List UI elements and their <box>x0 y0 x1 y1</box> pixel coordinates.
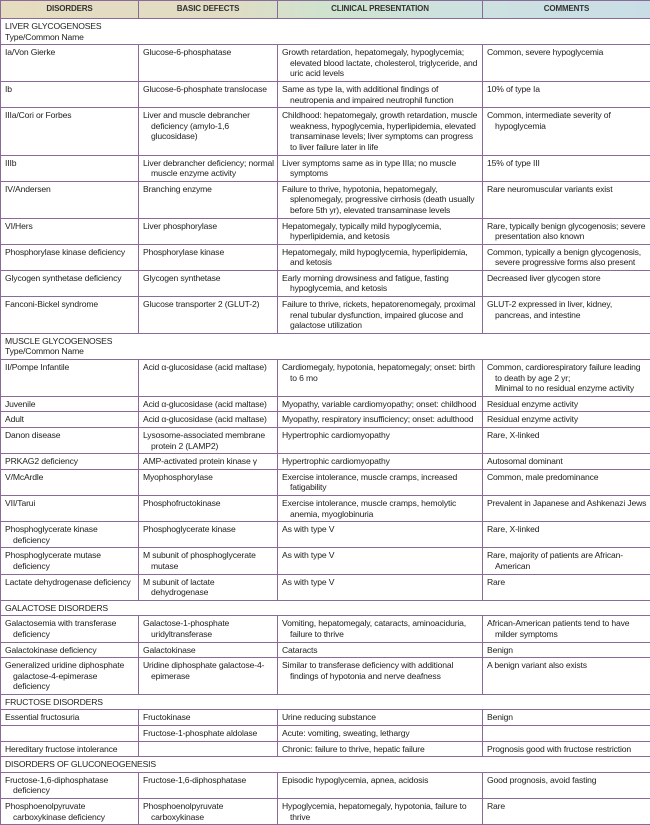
clinical-presentation-cell: Failure to thrive, hypotonia, hepatomegaly, splenomegaly, progressive cirrhosis (death usually before 5th yr), elevated transaminase levels <box>278 181 483 218</box>
table-row <box>1 297 650 334</box>
disorder-cell: Juvenile <box>1 396 139 412</box>
clinical-presentation-cell: Hypertrophic cardiomyopathy <box>278 428 483 454</box>
basic-defect-cell: Phosphoglycerate kinase <box>139 522 278 548</box>
table-row <box>1 522 650 548</box>
comment-cell: Autosomal dominant <box>483 454 650 470</box>
table-row <box>1 548 650 574</box>
clinical-presentation-cell: Cataracts <box>278 642 483 658</box>
comment-cell: Prevalent in Japanese and Ashkenazi Jews <box>483 495 650 521</box>
comment-cell: Prognosis good with fructose restriction <box>483 741 650 757</box>
comment-cell: Benign <box>483 710 650 726</box>
basic-defect-cell: M subunit of lactate dehydrogenase <box>139 574 278 600</box>
comment-cell: A benign variant also exists <box>483 658 650 695</box>
disorder-cell: Galactokinase deficiency <box>1 642 139 658</box>
basic-defect-cell: Lysosome-associated membrane protein 2 (LAMP2) <box>139 428 278 454</box>
basic-defect-cell: Myophosphorylase <box>139 469 278 495</box>
header-comments: COMMENTS <box>483 1 650 19</box>
clinical-presentation-cell: As with type V <box>278 522 483 548</box>
comment-cell: Common, intermediate severity of hypoglycemia <box>483 108 650 155</box>
comment-cell: 15% of type III <box>483 155 650 181</box>
disorder-cell: VI/Hers <box>1 218 139 244</box>
section-row <box>1 19 650 45</box>
table-row <box>1 469 650 495</box>
comment-cell: Rare <box>483 574 650 600</box>
disorder-cell <box>1 726 139 742</box>
disorder-cell: Fructose-1,6-diphosphatase deficiency <box>1 772 139 798</box>
clinical-presentation-cell: Hypertrophic cardiomyopathy <box>278 454 483 470</box>
clinical-presentation-cell: Early morning drowsiness and fatigue, fasting hypoglycemia, and ketosis <box>278 270 483 296</box>
clinical-presentation-cell: As with type V <box>278 548 483 574</box>
comment-cell: Rare, X-linked <box>483 522 650 548</box>
table-row <box>1 360 650 397</box>
comment-cell: Common, cardiorespiratory failure leading to death by age 2 yr; Minimal to no residual enzyme activity <box>483 360 650 397</box>
disorder-cell: Phosphoglycerate mutase deficiency <box>1 548 139 574</box>
disorder-cell: Generalized uridine diphosphate galactose-4-epimerase deficiency <box>1 658 139 695</box>
disorder-cell: Phosphoenolpyruvate carboxykinase deficiency <box>1 799 139 825</box>
basic-defect-cell: Galactokinase <box>139 642 278 658</box>
clinical-presentation-cell: Myopathy, variable cardiomyopathy; onset: childhood <box>278 396 483 412</box>
clinical-presentation-cell: Hepatomegaly, typically mild hypoglycemia, hyperlipidemia, and ketosis <box>278 218 483 244</box>
basic-defect-cell: Galactose-1-phosphate uridyltransferase <box>139 616 278 642</box>
comment-cell: Rare, majority of patients are African-American <box>483 548 650 574</box>
disorder-cell: PRKAG2 deficiency <box>1 454 139 470</box>
table-row <box>1 741 650 757</box>
clinical-presentation-cell: Myopathy, respiratory insufficiency; onset: adulthood <box>278 412 483 428</box>
section-title: GALACTOSE DISORDERS <box>1 600 650 616</box>
header-row <box>1 1 650 19</box>
table-row <box>1 244 650 270</box>
section-title: DISORDERS OF GLUCONEOGENESIS <box>1 757 650 773</box>
clinical-presentation-cell: Cardiomegaly, hypotonia, hepatomegaly; onset: birth to 6 mo <box>278 360 483 397</box>
disorder-cell: Lactate dehydrogenase deficiency <box>1 574 139 600</box>
comment-cell: Common, severe hypoglycemia <box>483 45 650 82</box>
section-title: FRUCTOSE DISORDERS <box>1 694 650 710</box>
table-row <box>1 428 650 454</box>
comment-cell: African-American patients tend to have milder symptoms <box>483 616 650 642</box>
table-row <box>1 574 650 600</box>
table-row <box>1 81 650 107</box>
basic-defect-cell: Fructose-1-phosphate aldolase <box>139 726 278 742</box>
table-row <box>1 616 650 642</box>
disorder-cell: IIIb <box>1 155 139 181</box>
basic-defect-cell: AMP-activated protein kinase γ <box>139 454 278 470</box>
table-body <box>1 19 650 825</box>
table-row <box>1 454 650 470</box>
section-row <box>1 757 650 773</box>
table-row <box>1 45 650 82</box>
table-row <box>1 772 650 798</box>
disorder-cell: II/Pompe Infantile <box>1 360 139 397</box>
basic-defect-cell: Liver debrancher deficiency; normal muscle enzyme activity <box>139 155 278 181</box>
table-row <box>1 181 650 218</box>
comment-cell: Rare, X-linked <box>483 428 650 454</box>
comment-cell: Residual enzyme activity <box>483 412 650 428</box>
table-row <box>1 495 650 521</box>
disorder-cell: IIIa/Cori or Forbes <box>1 108 139 155</box>
clinical-presentation-cell: Same as type Ia, with additional findings of neutropenia and impaired neutrophil function <box>278 81 483 107</box>
clinical-presentation-cell: As with type V <box>278 574 483 600</box>
disorder-cell: Galactosemia with transferase deficiency <box>1 616 139 642</box>
disorder-cell: VII/Tarui <box>1 495 139 521</box>
disorder-cell: Phosphorylase kinase deficiency <box>1 244 139 270</box>
basic-defect-cell: Uridine diphosphate galactose-4-epimerase <box>139 658 278 695</box>
basic-defect-cell: Acid α-glucosidase (acid maltase) <box>139 360 278 397</box>
basic-defect-cell: Fructokinase <box>139 710 278 726</box>
comment-cell <box>483 726 650 742</box>
basic-defect-cell: M subunit of phosphoglycerate mutase <box>139 548 278 574</box>
comment-cell: Rare, typically benign glycogenosis; severe presentation also known <box>483 218 650 244</box>
comment-cell: GLUT-2 expressed in liver, kidney, pancreas, and intestine <box>483 297 650 334</box>
table-row <box>1 726 650 742</box>
disorder-cell: V/McArdle <box>1 469 139 495</box>
comment-cell: Rare <box>483 799 650 825</box>
basic-defect-cell: Glucose-6-phosphate translocase <box>139 81 278 107</box>
disorder-cell: Fanconi-Bickel syndrome <box>1 297 139 334</box>
table-row <box>1 710 650 726</box>
disorder-cell: Hereditary fructose intolerance <box>1 741 139 757</box>
basic-defect-cell <box>139 741 278 757</box>
disorder-cell: Phosphoglycerate kinase deficiency <box>1 522 139 548</box>
basic-defect-cell: Acid α-glucosidase (acid maltase) <box>139 396 278 412</box>
clinical-presentation-cell: Growth retardation, hepatomegaly, hypoglycemia; elevated blood lactate, cholesterol, triglyceride, and uric acid levels <box>278 45 483 82</box>
clinical-presentation-cell: Chronic: failure to thrive, hepatic failure <box>278 741 483 757</box>
section-row <box>1 333 650 359</box>
table-row <box>1 658 650 695</box>
comment-cell: 10% of type Ia <box>483 81 650 107</box>
disorder-cell: Glycogen synthetase deficiency <box>1 270 139 296</box>
basic-defect-cell: Liver phosphorylase <box>139 218 278 244</box>
comment-cell: Decreased liver glycogen store <box>483 270 650 296</box>
clinical-presentation-cell: Childhood: hepatomegaly, growth retardation, muscle weakness, hypoglycemia, hyperlipidemia, elevated transaminase levels; liver symptoms can progress to liver failure later in life <box>278 108 483 155</box>
section-row <box>1 694 650 710</box>
section-row <box>1 600 650 616</box>
table-row <box>1 412 650 428</box>
table-row <box>1 108 650 155</box>
basic-defect-cell: Phosphoenolpyruvate carboxykinase <box>139 799 278 825</box>
basic-defect-cell: Glucose-6-phosphatase <box>139 45 278 82</box>
basic-defect-cell: Fructose-1,6-diphosphatase <box>139 772 278 798</box>
disorder-cell: Danon disease <box>1 428 139 454</box>
clinical-presentation-cell: Hepatomegaly, mild hypoglycemia, hyperlipidemia, and ketosis <box>278 244 483 270</box>
clinical-presentation-cell: Hypoglycemia, hepatomegaly, hypotonia, failure to thrive <box>278 799 483 825</box>
comment-cell: Residual enzyme activity <box>483 396 650 412</box>
basic-defect-cell: Glucose transporter 2 (GLUT-2) <box>139 297 278 334</box>
clinical-presentation-cell: Exercise intolerance, muscle cramps, increased fatigability <box>278 469 483 495</box>
disorder-cell: Ib <box>1 81 139 107</box>
clinical-presentation-cell: Vomiting, hepatomegaly, cataracts, aminoaciduria, failure to thrive <box>278 616 483 642</box>
basic-defect-cell: Glycogen synthetase <box>139 270 278 296</box>
table-row <box>1 218 650 244</box>
comment-cell: Rare neuromuscular variants exist <box>483 181 650 218</box>
header-basic-defects: BASIC DEFECTS <box>139 1 278 19</box>
section-title: LIVER GLYCOGENOSES Type/Common Name <box>1 19 650 45</box>
disorder-cell: IV/Andersen <box>1 181 139 218</box>
basic-defect-cell: Phosphofructokinase <box>139 495 278 521</box>
disorder-cell: Essential fructosuria <box>1 710 139 726</box>
basic-defect-cell: Branching enzyme <box>139 181 278 218</box>
disorder-cell: Adult <box>1 412 139 428</box>
comment-cell: Good prognosis, avoid fasting <box>483 772 650 798</box>
section-title: MUSCLE GLYCOGENOSES Type/Common Name <box>1 333 650 359</box>
clinical-presentation-cell: Acute: vomiting, sweating, lethargy <box>278 726 483 742</box>
clinical-presentation-cell: Episodic hypoglycemia, apnea, acidosis <box>278 772 483 798</box>
basic-defect-cell: Phosphorylase kinase <box>139 244 278 270</box>
basic-defect-cell: Acid α-glucosidase (acid maltase) <box>139 412 278 428</box>
clinical-presentation-cell: Similar to transferase deficiency with additional findings of hypotonia and nerve deafness <box>278 658 483 695</box>
table-row <box>1 396 650 412</box>
clinical-presentation-cell: Failure to thrive, rickets, hepatorenomegaly, proximal renal tubular dysfunction, impaired glucose and galactose utilization <box>278 297 483 334</box>
clinical-presentation-cell: Urine reducing substance <box>278 710 483 726</box>
comment-cell: Benign <box>483 642 650 658</box>
header-disorders: DISORDERS <box>1 1 139 19</box>
comment-cell: Common, typically a benign glycogenosis, severe progressive forms also present <box>483 244 650 270</box>
disorder-cell: Ia/Von Gierke <box>1 45 139 82</box>
table-row <box>1 270 650 296</box>
clinical-presentation-cell: Liver symptoms same as in type IIIa; no muscle symptoms <box>278 155 483 181</box>
table-row <box>1 642 650 658</box>
basic-defect-cell: Liver and muscle debrancher deficiency (amylo-1,6 glucosidase) <box>139 108 278 155</box>
clinical-presentation-cell: Exercise intolerance, muscle cramps, hemolytic anemia, myoglobinuria <box>278 495 483 521</box>
comment-cell: Common, male predominance <box>483 469 650 495</box>
header-clinical-presentation: CLINICAL PRESENTATION <box>278 1 483 19</box>
table-row <box>1 155 650 181</box>
